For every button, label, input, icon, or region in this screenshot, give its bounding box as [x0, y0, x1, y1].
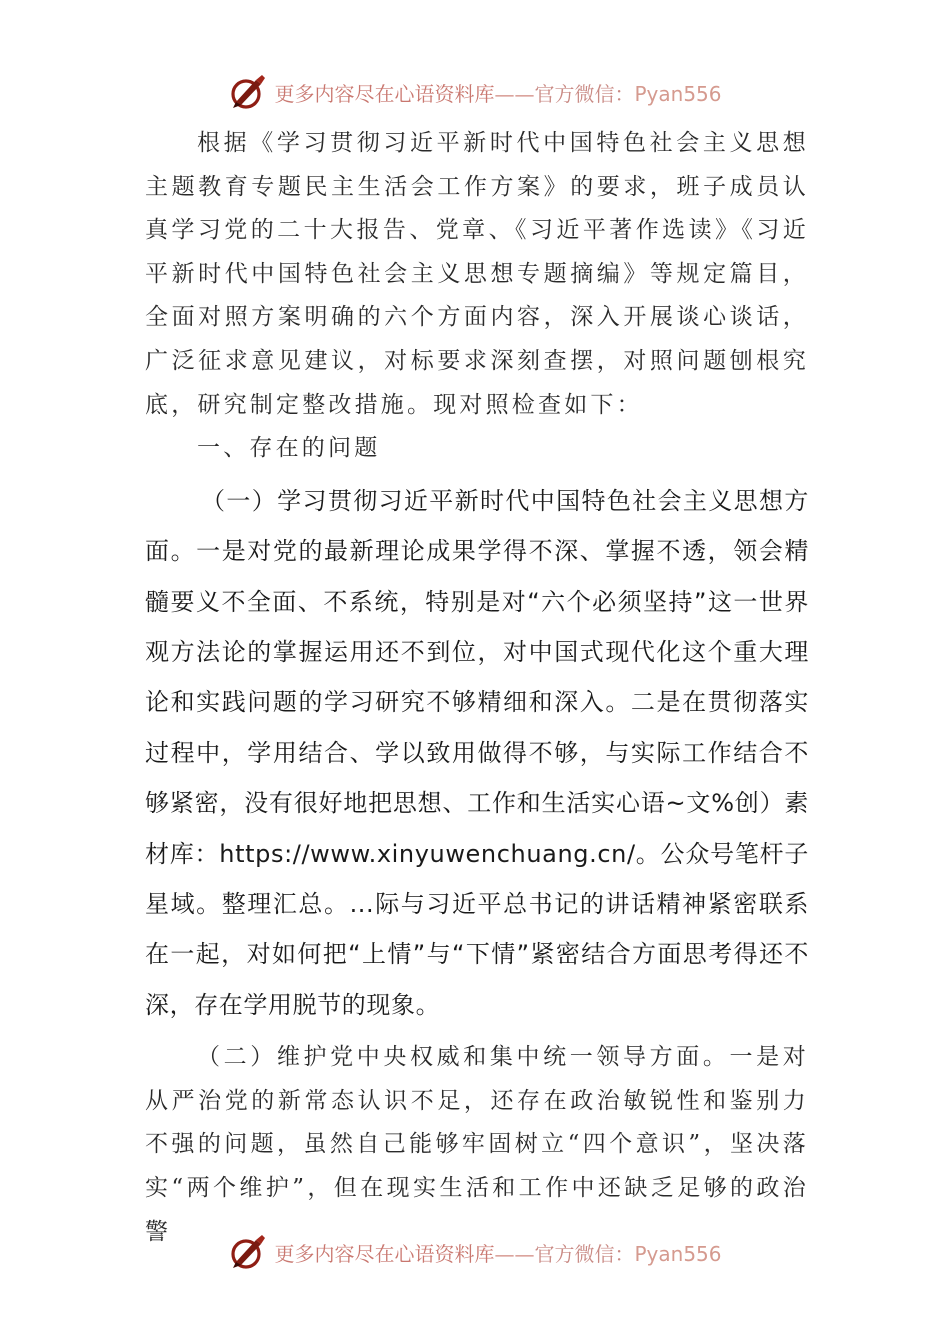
problem-paragraph-1: （一）学习贯彻习近平新时代中国特色社会主义思想方面。一是对党的最新理论成果学得不深、掌握不透，领会精髓要义不全面、不系统，特别是对“六个必须坚持”这一世界观方法论的掌握运用还不到位，对中国式现代化这个重大理论和实践问题的学习研究不够精细和深入。二是在贯彻落实过程中，学用结合、学以致用做得不够，与实际工作结合不够紧密，没有很好地把思想、工作和生活实心语~文%创）素材库：https://www.xinyuwenchuang.cn/。公众号笔杆子星域。整理汇总。...际与习近平总书记的讲话精神紧密联系在一起，对如何把“上情”与“下情”紧密结合方面思考得还不深，存在学用脱节的现象。	[145, 486, 809, 1019]
footer-watermark-banner	[0, 1230, 950, 1274]
watermark-text: 更多内容尽在心语资料库——官方微信：Pyan556	[274, 1241, 722, 1266]
problem-paragraph-2: （二）维护党中央权威和集中统一领导方面。一是对从严治党的新常态认识不足，还存在政治敏锐性和鉴别力不强的问题，虽然自己能够牢固树立“四个意识”，坚决落实“两个维护”，但在现实生活和工作中还缺乏足够的政治警	[145, 1044, 809, 1245]
pen-circle-logo-icon	[228, 72, 268, 112]
section-heading-problems: 一、存在的问题	[197, 435, 381, 462]
header-watermark-banner	[0, 70, 950, 114]
pen-circle-logo-icon	[228, 1232, 268, 1272]
intro-paragraph: 根据《学习贯彻习近平新时代中国特色社会主义思想主题教育专题民主生活会工作方案》的要求，班子成员认真学习党的二十大报告、党章、《习近平著作选读》《习近平新时代中国特色社会主义思想专题摘编》等规定篇目，全面对照方案明确的六个方面内容，深入开展谈心谈话，广泛征求意见建议，对标要求深刻查摆，对照问题刨根究底，研究制定整改措施。现对照检查如下：	[145, 130, 809, 418]
watermark-text: 更多内容尽在心语资料库——官方微信：Pyan556	[274, 81, 722, 106]
document-body	[145, 122, 809, 1254]
